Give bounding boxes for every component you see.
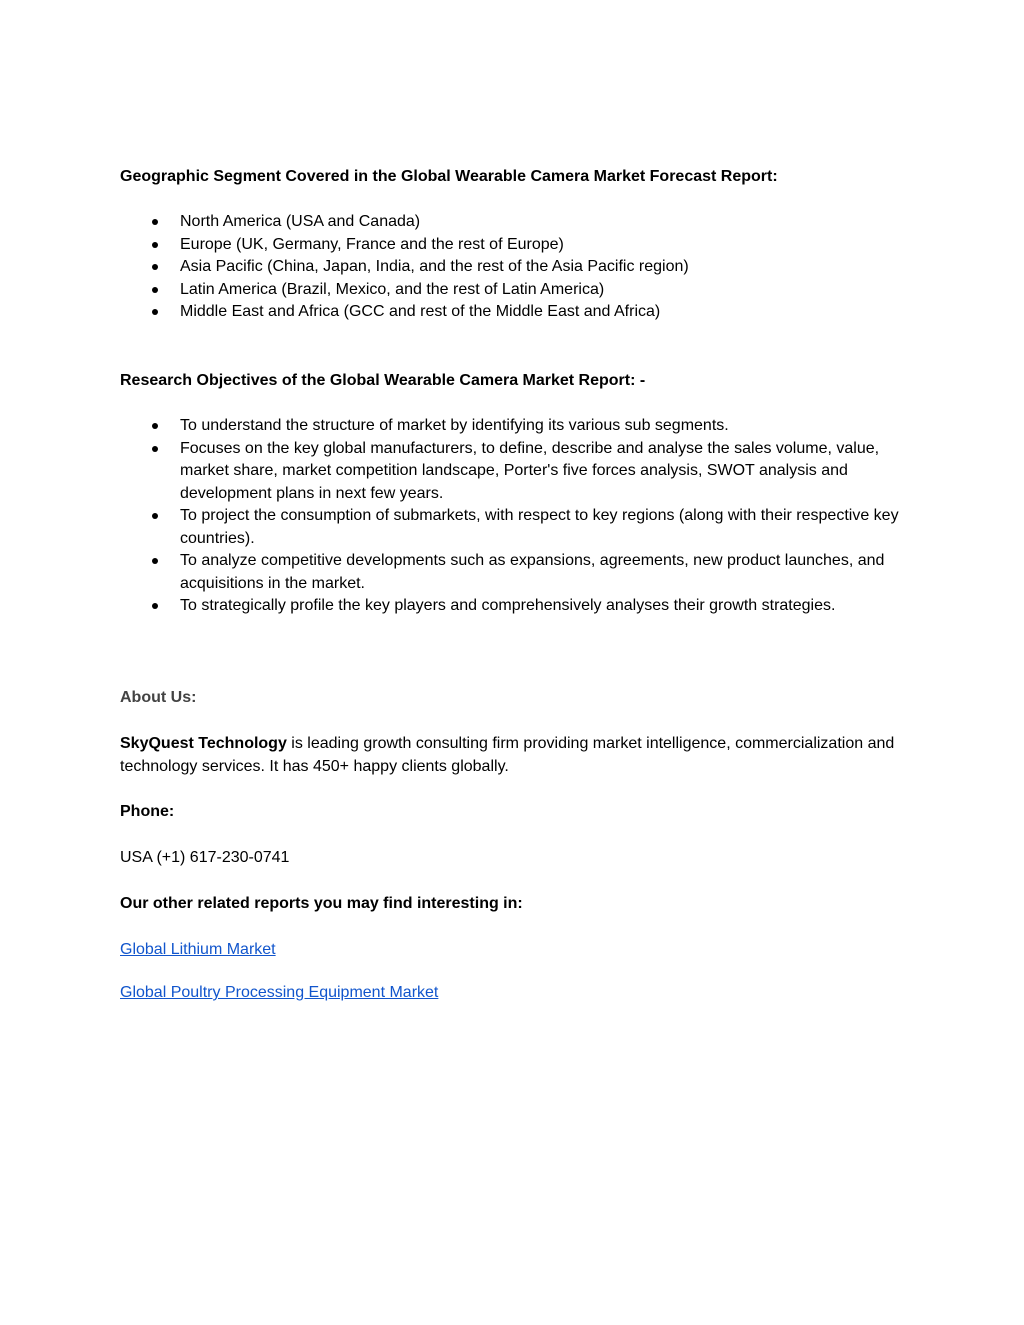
objectives-list [120, 415, 905, 618]
related-report-link-poultry[interactable]: Global Poultry Processing Equipment Market [120, 984, 439, 1001]
list-item: Middle East and Africa (GCC and rest of the Middle East and Africa) [120, 301, 905, 324]
list-item: Latin America (Brazil, Mexico, and the rest of Latin America) [120, 279, 905, 302]
bullet-icon [152, 513, 158, 519]
phone-value: USA (+1) 617-230-0741 [120, 849, 290, 866]
bullet-icon [152, 446, 158, 452]
list-item: To understand the structure of market by identifying its various sub segments. [120, 415, 905, 438]
bullet-icon [152, 219, 158, 225]
bullet-icon [152, 603, 158, 609]
geographic-heading: Geographic Segment Covered in the Global Wearable Camera Market Forecast Report: [120, 168, 778, 185]
bullet-icon [152, 309, 158, 315]
bullet-icon [152, 242, 158, 248]
about-heading: About Us: [120, 689, 197, 706]
related-heading: Our other related reports you may find interesting in: [120, 895, 523, 912]
list-item: North America (USA and Canada) [120, 211, 905, 234]
geographic-list [120, 211, 905, 324]
about-paragraph [120, 733, 905, 778]
list-item: To analyze competitive developments such as expansions, agreements, new product launches, and acquisitions in the market. [120, 550, 905, 595]
phone-heading: Phone: [120, 803, 175, 820]
list-item: To project the consumption of submarkets, with respect to key regions (along with their respective key countries). [120, 505, 905, 550]
bullet-icon [152, 287, 158, 293]
related-report-link-lithium[interactable]: Global Lithium Market [120, 941, 276, 958]
list-item: Focuses on the key global manufacturers, to define, describe and analyse the sales volume, value, market share, market competition landscape, Porter's five forces analysis, SWOT analysis and development plans in next few years. [120, 438, 905, 506]
bullet-icon [152, 423, 158, 429]
list-item: Asia Pacific (China, Japan, India, and the rest of the Asia Pacific region) [120, 256, 905, 279]
objectives-heading: Research Objectives of the Global Wearable Camera Market Report: - [120, 372, 646, 389]
about-description: is leading growth consulting firm providing market intelligence, commercialization and technology services. It has 450+ happy clients globally. [120, 735, 895, 775]
bullet-icon [152, 264, 158, 270]
bullet-icon [152, 558, 158, 564]
list-item: To strategically profile the key players and comprehensively analyses their growth strategies. [120, 595, 905, 618]
list-item: Europe (UK, Germany, France and the rest of Europe) [120, 234, 905, 257]
company-name: SkyQuest Technology [120, 735, 287, 752]
